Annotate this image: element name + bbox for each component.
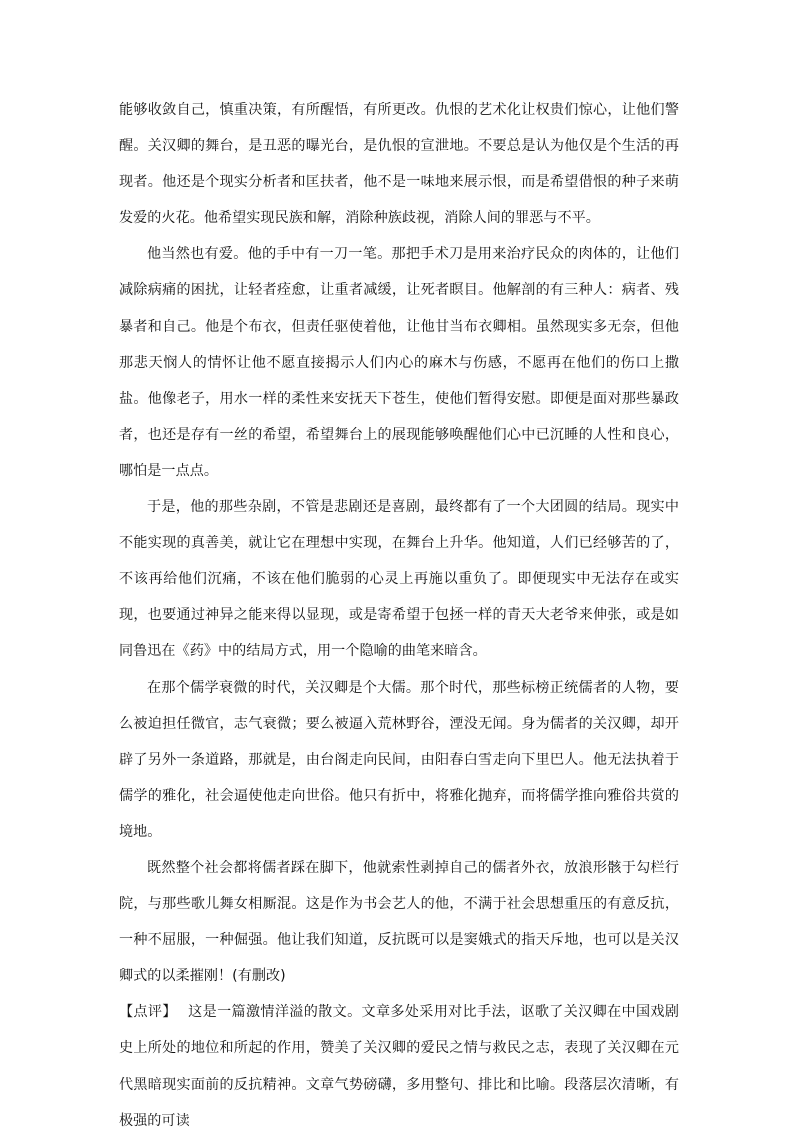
review-paragraph bbox=[119, 994, 679, 1138]
paragraph-2: 他当然也有爱。他的手中有一刀一笔。那把手术刀是用来治疗民众的肉体的，让他们减除病痛的困扰，让轻者痊愈，让重者减缓，让死者瞑目。他解剖的有三种人：病者、残暴者和自己。他是个布衣，但责任驱使着他，让他甘当布衣卿相。虽然现实多无奈，但他那悲天悯人的情怀让他不愿直接揭示人们内心的麻木与伤感，不愿再在他们的伤口上撒盐。他像老子，用水一样的柔性来安抚天下苍生，使他们暂得安慰。即便是面对那些暴政者，也还是存有一丝的希望，希望舞台上的展现能够唤醒他们心中已沉睡的人性和良心，哪怕是一点点。 bbox=[119, 246, 679, 479]
paragraph-4: 在那个儒学衰微的时代，关汉卿是个大儒。那个时代，那些标榜正统儒者的人物，要么被迫担任微官，志气衰微；要么被逼入荒林野谷，湮没无闻。身为儒者的关汉卿，却开辟了另外一条道路，那就是，由台阁走向民间，由阳春白雪走向下里巴人。他无法执着于儒学的雅化，社会逼使他走向世俗。他只有折中，将雅化抛弃，而将儒学推向雅俗共赏的境地。 bbox=[119, 679, 679, 840]
article-body bbox=[119, 92, 679, 1139]
review-text: 这是一篇激情洋溢的散文。文章多处采用对比手法，讴歌了关汉卿在中国戏剧史上所处的地位和所起的作用，赞美了关汉卿的爱民之情与救民之志，表现了关汉卿在元代黑暗现实面前的反抗精神。文章气势磅礴，多用整句、排比和比喻。段落层次清晰，有极强的可读 bbox=[119, 1004, 679, 1129]
review-tag: 【点评】 bbox=[119, 1004, 170, 1021]
paragraph-1: 能够收敛自己，慎重决策，有所醒悟，有所更改。仇恨的艺术化让权贵们惊心，让他们警醒。关汉卿的舞台，是丑恶的曝光台，是仇恨的宣泄地。不要总是认为他仅是个生活的再现者。他还是个现实分析者和匡扶者，他不是一味地来展示恨，而是希望借恨的种子来萌发爱的火花。他希望实现民族和解，消除种族歧视，消除人间的罪恶与不平。 bbox=[119, 102, 679, 227]
paragraph-5: 既然整个社会都将儒者踩在脚下，他就索性剥掉自己的儒者外衣，放浪形骸于勾栏行院，与那些歌儿舞女相厮混。这是作为书会艺人的他，不满于社会思想重压的有意反抗，一种不屈服，一种倔强。他让我们知道，反抗既可以是窦娥式的指天斥地，也可以是关汉卿式的以柔摧刚！(有删改) bbox=[119, 859, 679, 985]
paragraph-3: 于是，他的那些杂剧，不管是悲剧还是喜剧，最终都有了一个大团圆的结局。现实中不能实现的真善美，就让它在理想中实现，在舞台上升华。他知道，人们已经够苦的了，不该再给他们沉痛，不该在他们脆弱的心灵上再施以重负了。即便现实中无法存在或实现，也要通过神异之能来得以显现，或是寄希望于包拯一样的青天大老爷来伸张，或是如同鲁迅在《药》中的结局方式，用一个隐喻的曲笔来暗含。 bbox=[119, 499, 679, 660]
